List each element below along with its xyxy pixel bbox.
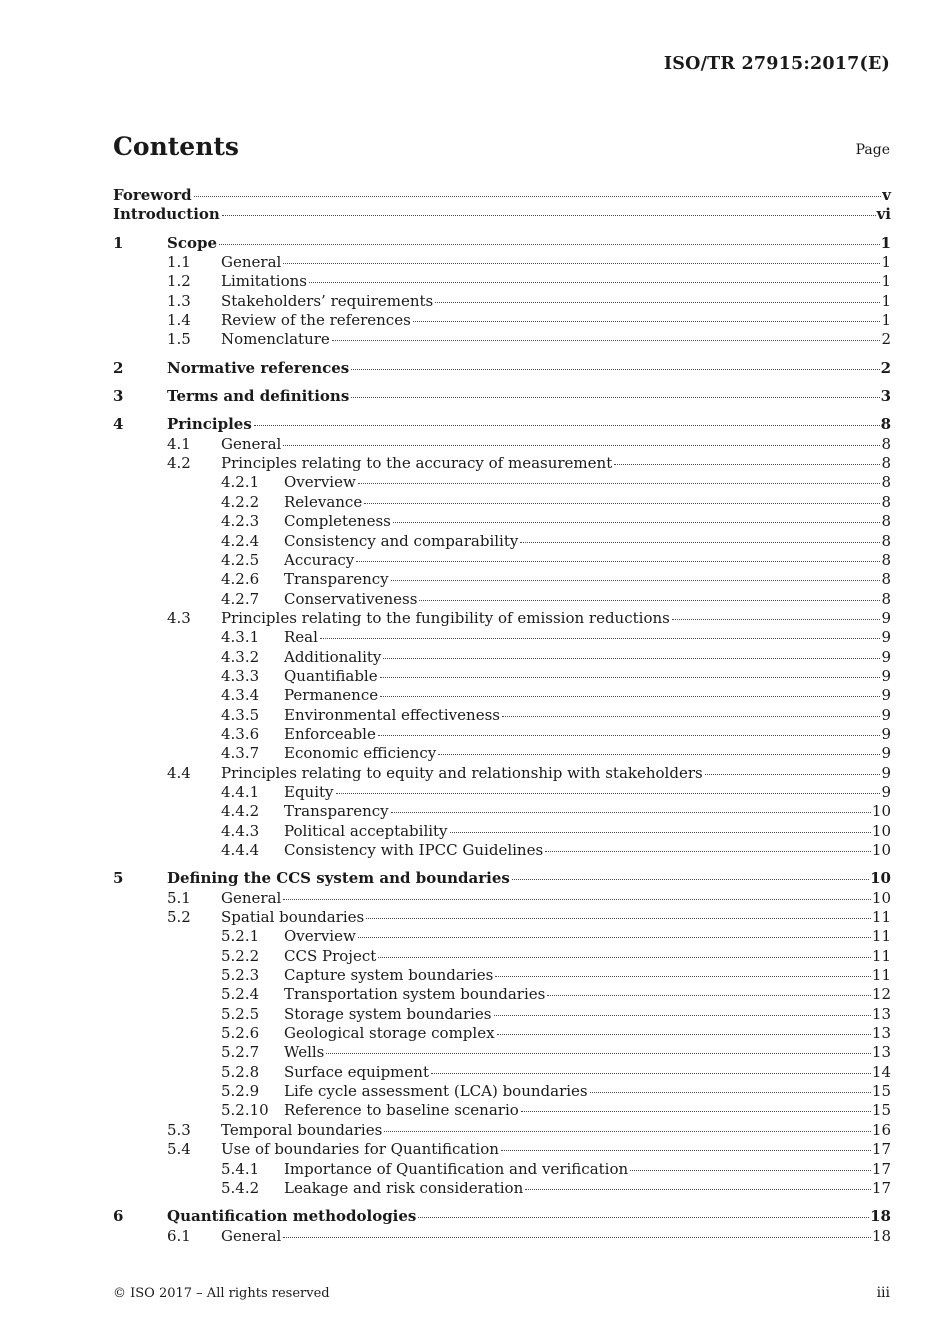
toc-entry-number: 1: [113, 233, 124, 252]
toc-entry[interactable]: [113, 1227, 891, 1246]
toc-entry[interactable]: [113, 869, 891, 888]
dot-leader: [418, 1217, 869, 1218]
toc-entry-title: Environmental effectiveness: [284, 705, 500, 724]
toc-entry-page: 9: [881, 666, 891, 685]
toc-entry[interactable]: [113, 415, 891, 434]
toc-entry-number: 5.2.2: [221, 946, 260, 965]
toc-entry[interactable]: [113, 330, 891, 349]
dot-leader: [283, 263, 880, 264]
toc-entry-number: 5: [113, 869, 124, 888]
dot-leader: [497, 1034, 871, 1035]
toc-entry-page: 13: [871, 1004, 891, 1023]
toc-entry-page: 8: [881, 454, 891, 473]
toc-entry-title: Terms and definitions: [167, 387, 350, 406]
toc-entry-title: Transportation system boundaries: [284, 985, 546, 1004]
toc-entry[interactable]: [113, 1121, 891, 1140]
dot-leader: [351, 369, 879, 370]
toc-entry[interactable]: [113, 435, 891, 454]
dot-leader: [378, 735, 881, 736]
toc-entry-title: Consistency with IPCC Guidelines: [284, 841, 544, 859]
dot-leader: [435, 302, 880, 303]
toc-entry-number: 4.3.4: [221, 686, 260, 705]
toc-entry[interactable]: [113, 667, 891, 686]
toc-entry[interactable]: [113, 966, 891, 985]
dot-leader: [450, 832, 871, 833]
dot-leader: [326, 1053, 871, 1054]
toc-entry-page: v: [882, 186, 891, 204]
toc-entry-title: Permanence: [284, 686, 379, 705]
toc-entry-title: General: [221, 1226, 282, 1245]
toc-entry-number: 5.2.6: [221, 1024, 260, 1043]
toc-entry[interactable]: [113, 822, 891, 841]
toc-entry-number: 5.4.1: [221, 1159, 260, 1178]
toc-entry-page: 10: [871, 841, 891, 859]
contents-title: Contents: [113, 132, 240, 161]
toc-entry-number: 1.2: [167, 272, 191, 291]
toc-entry-title: General: [221, 434, 282, 453]
dot-leader: [521, 1111, 871, 1112]
dot-leader: [358, 483, 881, 484]
toc-entry[interactable]: [113, 1024, 891, 1043]
toc-entry-page: 16: [871, 1120, 891, 1139]
toc-entry-page: 9: [881, 686, 891, 705]
toc-entry-number: 5.4.2: [221, 1178, 260, 1197]
toc-entry[interactable]: [113, 359, 891, 378]
toc-entry-title: Storage system boundaries: [284, 1004, 492, 1023]
toc-entry-title: Enforceable: [284, 724, 376, 743]
toc-entry[interactable]: [113, 1101, 891, 1120]
toc-entry[interactable]: [113, 1179, 891, 1198]
toc-entry-number: 1.4: [167, 311, 191, 330]
toc-entry[interactable]: [113, 551, 891, 570]
toc-entry-page: 13: [871, 1024, 891, 1043]
toc-entry-page: 2: [880, 358, 891, 377]
dot-leader: [413, 321, 881, 322]
toc-entry[interactable]: [113, 311, 891, 330]
toc-entry-number: 5.4: [167, 1140, 191, 1159]
toc-entry[interactable]: [113, 764, 891, 783]
dot-leader: [705, 774, 881, 775]
toc-entry[interactable]: [113, 272, 891, 291]
toc-entry[interactable]: [113, 783, 891, 802]
dot-leader: [378, 957, 871, 958]
toc-entry-title: Temporal boundaries: [221, 1120, 383, 1139]
toc-entry-page: 8: [881, 473, 891, 492]
toc-entry[interactable]: [113, 454, 891, 473]
dot-leader: [358, 937, 871, 938]
toc-entry-title: Quantifiable: [284, 666, 378, 685]
toc-entry[interactable]: [113, 205, 891, 224]
toc-entry-number: 4.2.7: [221, 589, 260, 608]
toc-entry-page: 8: [880, 415, 891, 434]
toc-entry[interactable]: [113, 648, 891, 667]
toc-entry-page: 10: [871, 821, 891, 840]
toc-entry-page: 11: [871, 946, 891, 965]
toc-entry-number: 4.3.5: [221, 705, 260, 724]
toc-entry-title: Normative references: [167, 358, 350, 377]
toc-entry-number: 4.3.7: [221, 744, 260, 763]
toc-entry-title: Principles relating to the fungibility of emission reductions: [221, 608, 670, 627]
toc-entry-number: 5.2.8: [221, 1062, 260, 1081]
toc-entry-title: Wells: [284, 1043, 325, 1062]
toc-entry-number: 4.4.2: [221, 802, 260, 821]
toc-entry-title: Importance of Quantification and verification: [284, 1159, 629, 1178]
toc-entry-page: 17: [871, 1178, 891, 1197]
toc-entry-title: Leakage and risk consideration: [284, 1178, 524, 1197]
dot-leader: [590, 1092, 871, 1093]
toc-entry-page: 8: [881, 512, 891, 531]
toc-entry[interactable]: [113, 1063, 891, 1082]
toc-entry[interactable]: [113, 590, 891, 609]
toc-entry-number: 5.2.7: [221, 1043, 260, 1062]
toc-entry-title: Limitations: [221, 272, 307, 291]
toc-entry[interactable]: [113, 725, 891, 744]
toc-entry-number: 4.4.3: [221, 821, 260, 840]
toc-entry-page: 11: [871, 927, 891, 946]
toc-entry-title: Transparency: [284, 802, 389, 821]
toc-entry-number: 5.3: [167, 1120, 191, 1139]
toc-entry[interactable]: [113, 387, 891, 406]
toc-entry[interactable]: [113, 493, 891, 512]
toc-entry[interactable]: [113, 802, 891, 821]
toc-entry-number: 4.3.1: [221, 628, 260, 647]
toc-entry[interactable]: [113, 1140, 891, 1159]
toc-entry[interactable]: [113, 532, 891, 551]
dot-leader: [194, 196, 882, 197]
toc-entry-page: 9: [881, 628, 891, 647]
toc-entry-page: 9: [881, 705, 891, 724]
page-column-label: Page: [855, 142, 890, 158]
toc-entry-title: General: [221, 888, 282, 907]
toc-entry-number: 5.2.4: [221, 985, 260, 1004]
toc-entry-number: 4.2: [167, 454, 191, 473]
toc-entry-page: 11: [871, 966, 891, 985]
dot-leader: [283, 899, 871, 900]
toc-entry[interactable]: [113, 927, 891, 946]
toc-entry-number: 4.4: [167, 763, 191, 782]
toc-entry-number: 4: [113, 415, 124, 434]
toc-entry[interactable]: [113, 473, 891, 492]
toc-entry-page: 9: [881, 763, 891, 782]
toc-entry-page: 17: [871, 1159, 891, 1178]
dot-leader: [614, 464, 880, 465]
toc-entry-number: 5.2.1: [221, 927, 260, 946]
toc-entry-page: 17: [871, 1140, 891, 1159]
toc-entry-title: Political acceptability: [284, 821, 448, 840]
dot-leader: [364, 503, 880, 504]
dot-leader: [283, 1237, 871, 1238]
dot-leader: [222, 215, 876, 216]
dot-leader: [366, 918, 871, 919]
toc-entry-number: 5.2: [167, 908, 191, 927]
dot-leader: [512, 879, 869, 880]
dot-leader: [380, 696, 880, 697]
toc-entry-page: 18: [871, 1226, 891, 1245]
toc-entry-page: 1: [881, 311, 891, 330]
toc-entry-title: Principles relating to equity and relationship with stakeholders: [221, 763, 703, 782]
toc-entry-title: Capture system boundaries: [284, 966, 494, 985]
toc-entry-page: 9: [881, 724, 891, 743]
toc-entry-page: 12: [871, 985, 891, 1004]
toc-entry-number: 5.2.3: [221, 966, 260, 985]
toc-entry-page: 15: [871, 1082, 891, 1101]
toc-entry-number: 1.5: [167, 330, 191, 349]
toc-entry-number: 4.3.3: [221, 666, 260, 685]
toc-entry[interactable]: [113, 908, 891, 927]
toc-entry-title: Scope: [167, 233, 218, 252]
toc-entry-number: 5.2.9: [221, 1082, 260, 1101]
toc-entry-page: 8: [881, 550, 891, 569]
toc-entry-number: 4.2.1: [221, 473, 260, 492]
toc-entry-page: 8: [881, 434, 891, 453]
dot-leader: [630, 1170, 871, 1171]
toc-entry[interactable]: [113, 1082, 891, 1101]
toc-entry-number: 2: [113, 358, 124, 377]
toc-entry-page: 9: [881, 744, 891, 763]
toc-entry-number: 1.1: [167, 253, 191, 272]
dot-leader: [431, 1073, 871, 1074]
toc-entry-number: 4.4.4: [221, 841, 260, 859]
dot-leader: [336, 793, 881, 794]
toc-entry-title: Life cycle assessment (LCA) boundaries: [284, 1082, 588, 1101]
toc-entry[interactable]: [113, 292, 891, 311]
toc-entry[interactable]: [113, 186, 891, 205]
toc-entry-title: Equity: [284, 782, 334, 801]
toc-entry[interactable]: [113, 947, 891, 966]
footer-copyright: © ISO 2017 – All rights reserved: [113, 1286, 330, 1301]
toc-entry-page: 18: [870, 1207, 891, 1226]
dot-leader: [356, 561, 880, 562]
toc-entry[interactable]: [113, 609, 891, 628]
toc-entry-page: 11: [871, 908, 891, 927]
toc-entry-title: Review of the references: [221, 311, 411, 330]
toc-entry-number: 4.1: [167, 434, 191, 453]
dot-leader: [393, 522, 881, 523]
dot-leader: [438, 754, 880, 755]
toc-entry-title: Conservativeness: [284, 589, 418, 608]
toc-entry-page: 8: [881, 492, 891, 511]
toc-entry-title: Accuracy: [284, 550, 355, 569]
toc-entry-number: 4.3: [167, 608, 191, 627]
dot-leader: [309, 282, 880, 283]
dot-leader: [254, 425, 880, 426]
toc-entry-page: 10: [870, 869, 891, 888]
toc-entry-page: 9: [881, 782, 891, 801]
document-id-header: ISO/TR 27915:2017(E): [663, 54, 890, 74]
toc-entry-title: Introduction: [113, 205, 220, 224]
toc-entry-page: 9: [881, 647, 891, 666]
toc-entry-number: 6: [113, 1207, 124, 1226]
toc-entry[interactable]: [113, 234, 891, 253]
dot-leader: [384, 1131, 871, 1132]
dot-leader: [320, 638, 881, 639]
dot-leader: [383, 658, 880, 659]
dot-leader: [672, 619, 881, 620]
toc-entry-number: 5.2.10: [221, 1101, 269, 1120]
toc-entry-title: Overview: [284, 473, 356, 492]
toc-entry-page: 1: [880, 233, 891, 252]
dot-leader: [520, 542, 880, 543]
toc-entry[interactable]: [113, 1207, 891, 1226]
toc-entry-page: vi: [876, 205, 891, 224]
toc-entry-number: 4.3.6: [221, 724, 260, 743]
toc-entry[interactable]: [113, 889, 891, 908]
toc-entry-title: Use of boundaries for Quantification: [221, 1140, 499, 1159]
toc-entry-title: CCS Project: [284, 946, 377, 965]
toc-entry-page: 15: [871, 1101, 891, 1120]
toc-entry-page: 8: [881, 531, 891, 550]
toc-entry-number: 4.3.2: [221, 647, 260, 666]
toc-entry-title: Foreword: [113, 186, 192, 204]
toc-entry[interactable]: [113, 1005, 891, 1024]
toc-entry-page: 2: [881, 330, 891, 349]
toc-entry-title: Relevance: [284, 492, 363, 511]
toc-entry-number: 4.2.4: [221, 531, 260, 550]
toc-entry-page: 1: [881, 253, 891, 272]
dot-leader: [351, 397, 879, 398]
toc-entry-number: 4.2.6: [221, 570, 260, 589]
toc-entry-number: 6.1: [167, 1226, 191, 1245]
toc-entry-title: Principles: [167, 415, 252, 434]
toc-entry-title: Geological storage complex: [284, 1024, 495, 1043]
toc-entry-number: 5.1: [167, 888, 191, 907]
dot-leader: [391, 580, 881, 581]
toc-entry-title: Real: [284, 628, 318, 647]
dot-leader: [547, 995, 871, 996]
toc-entry-number: 5.2.5: [221, 1004, 260, 1023]
dot-leader: [391, 812, 871, 813]
toc-entry[interactable]: [113, 1160, 891, 1179]
toc-entry[interactable]: [113, 512, 891, 531]
toc-entry[interactable]: [113, 628, 891, 647]
toc-entry-title: Stakeholders’ requirements: [221, 291, 434, 310]
toc-entry[interactable]: [113, 706, 891, 725]
toc-entry[interactable]: [113, 744, 891, 763]
toc-entry-number: 1.3: [167, 291, 191, 310]
toc-entry[interactable]: [113, 253, 891, 272]
dot-leader: [494, 1015, 871, 1016]
table-of-contents: [113, 186, 891, 1246]
toc-entry[interactable]: [113, 1043, 891, 1062]
toc-entry-page: 1: [881, 272, 891, 291]
footer-page-number: iii: [876, 1285, 890, 1301]
dot-leader: [501, 1150, 871, 1151]
toc-entry-title: Consistency and comparability: [284, 531, 519, 550]
toc-entry-title: Overview: [284, 927, 356, 946]
toc-entry[interactable]: [113, 570, 891, 589]
dot-leader: [525, 1189, 871, 1190]
toc-entry[interactable]: [113, 841, 891, 860]
dot-leader: [419, 600, 880, 601]
toc-entry[interactable]: [113, 686, 891, 705]
toc-entry-number: 4.2.3: [221, 512, 260, 531]
toc-entry-number: 3: [113, 387, 124, 406]
toc-entry-page: 1: [881, 291, 891, 310]
toc-entry-title: Defining the CCS system and boundaries: [167, 869, 510, 888]
toc-entry-title: Principles relating to the accuracy of measurement: [221, 454, 613, 473]
toc-entry-title: General: [221, 253, 282, 272]
toc-entry-number: 4.2.2: [221, 492, 260, 511]
toc-entry-page: 10: [871, 802, 891, 821]
toc-entry-title: Spatial boundaries: [221, 908, 365, 927]
toc-entry-title: Additionality: [284, 647, 382, 666]
toc-entry-number: 4.2.5: [221, 550, 260, 569]
dot-leader: [502, 716, 880, 717]
toc-entry-page: 3: [880, 387, 891, 406]
toc-entry-number: 4.4.1: [221, 782, 260, 801]
dot-leader: [380, 677, 881, 678]
toc-entry-page: 8: [881, 589, 891, 608]
toc-entry-page: 9: [881, 608, 891, 627]
toc-entry-title: Surface equipment: [284, 1062, 429, 1081]
dot-leader: [495, 976, 871, 977]
toc-entry-title: Completeness: [284, 512, 391, 531]
toc-entry-title: Nomenclature: [221, 330, 330, 349]
toc-entry-title: Economic efficiency: [284, 744, 437, 763]
toc-entry-title: Transparency: [284, 570, 389, 589]
dot-leader: [219, 244, 880, 245]
dot-leader: [283, 445, 880, 446]
dot-leader: [332, 340, 881, 341]
toc-entry-page: 10: [871, 888, 891, 907]
dot-leader: [545, 851, 871, 852]
toc-entry-page: 8: [881, 570, 891, 589]
toc-entry[interactable]: [113, 985, 891, 1004]
toc-entry-page: 14: [871, 1062, 891, 1081]
toc-entry-page: 13: [871, 1043, 891, 1062]
toc-entry-title: Reference to baseline scenario: [284, 1101, 519, 1120]
toc-entry-title: Quantification methodologies: [167, 1207, 417, 1226]
